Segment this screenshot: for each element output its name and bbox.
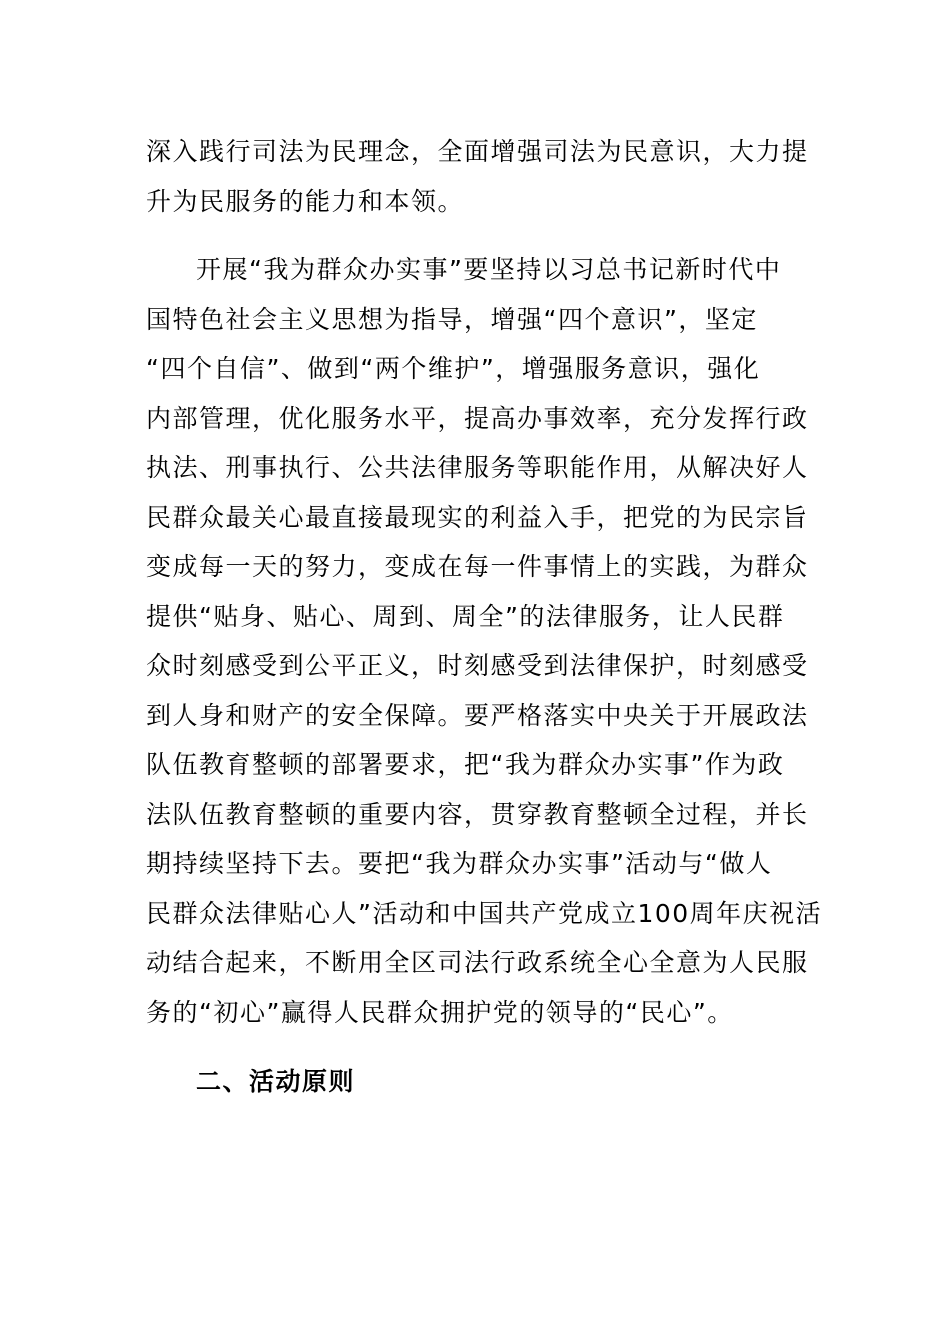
paragraph-2-line-9: 众时刻感受到公平正义，时刻感受到法律保护，时刻感受 (146, 651, 809, 680)
paragraph-2-line-12: 法队伍教育整顿的重要内容，贯穿教育整顿全过程，并长 (146, 800, 809, 829)
paragraph-2-line-16: 务的“初心”赢得人民群众拥护党的领导的“民心”。 (146, 998, 734, 1027)
paragraph-2-line-10: 到人身和财产的安全保障。要严格落实中央关于开展政法 (146, 701, 809, 730)
paragraph-2-line-14: 民群众法律贴心人”活动和中国共产党成立100周年庆祝活 (146, 899, 823, 928)
paragraph-1-line-1: 深入践行司法为民理念，全面增强司法为民意识，大力提 (146, 137, 809, 166)
paragraph-2-line-1: 开展“我为群众办实事”要坚持以习总书记新时代中 (196, 255, 782, 284)
paragraph-2-line-8: 提供“贴身、贴心、周到、周全”的法律服务，让人民群 (146, 602, 785, 631)
paragraph-2-line-3: “四个自信”、做到“两个维护”，增强服务意识，强化 (146, 354, 761, 383)
paragraph-2-line-11: 队伍教育整顿的部署要求，把“我为群众办实事”作为政 (146, 750, 785, 779)
paragraph-2-line-7: 变成每一天的努力，变成在每一件事情上的实践，为群众 (146, 552, 809, 581)
paragraph-2-line-5: 执法、刑事执行、公共法律服务等职能作用，从解决好人 (146, 453, 809, 482)
paragraph-2-line-4: 内部管理，优化服务水平，提高办事效率，充分发挥行政 (146, 404, 809, 433)
paragraph-2-line-13: 期持续坚持下去。要把“我为群众办实事”活动与“做人 (146, 849, 773, 878)
paragraph-2-line-2: 国特色社会主义思想为指导，增强“四个意识”，坚定 (146, 305, 758, 334)
paragraph-2-line-6: 民群众最关心最直接最现实的利益入手，把党的为民宗旨 (146, 503, 809, 532)
paragraph-1-line-2: 升为民服务的能力和本领。 (146, 187, 465, 216)
section-heading: 二、活动原则 (196, 1067, 356, 1096)
paragraph-2-line-15: 动结合起来，不断用全区司法行政系统全心全意为人民服 (146, 948, 809, 977)
